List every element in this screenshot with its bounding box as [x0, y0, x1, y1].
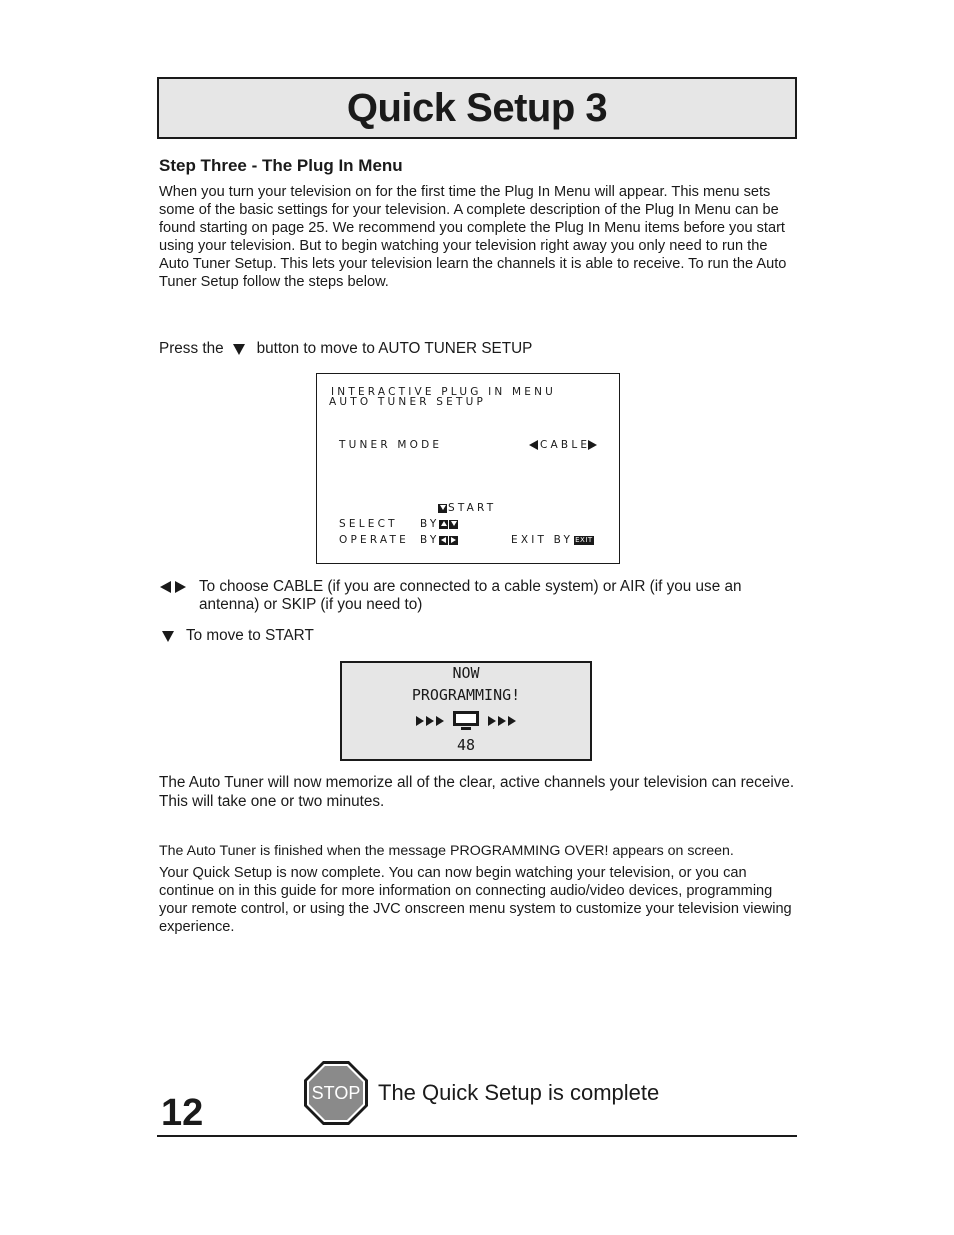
press-text-before: Press the — [159, 340, 224, 357]
title-box — [157, 77, 797, 139]
choose-instruction — [160, 578, 789, 614]
finished-paragraph: The Auto Tuner is finished when the message PROGRAMMING OVER! appears on screen. — [159, 843, 734, 859]
left-key-icon — [439, 536, 448, 545]
footer-rule — [157, 1135, 797, 1137]
section-heading: Step Three - The Plug In Menu — [159, 156, 403, 175]
osd-tuner-value-text: CABLE — [540, 439, 591, 451]
osd-operate-label: OPERATE — [339, 534, 409, 546]
left-arrow-icon — [160, 581, 171, 593]
prog-now: NOW — [452, 664, 480, 682]
right-arrow-icon — [175, 581, 186, 593]
down-arrow-icon — [233, 344, 245, 355]
osd-plug-in-menu — [316, 373, 620, 564]
progress-arrows-right-icon — [488, 716, 516, 726]
right-key-icon — [449, 536, 458, 545]
osd-operate-by-text: BY — [420, 534, 440, 546]
up-key-icon — [439, 520, 448, 529]
stop-sign-icon — [303, 1060, 369, 1126]
intro-paragraph: When you turn your television on for the first time the Plug In Menu will appear. This menu sets some of the basic settings for your television. A complete description of the Plug In Menu can be found starting on page 25. We recommend you complete the Plug In Menu items before you start using your television. But to begin watching your television right away you only need to run the Auto Tuner Setup. This lets your television learn the channels it is able to receive. To run the Auto Tuner Setup follow the steps below. — [159, 184, 787, 290]
prog-progress-row — [342, 710, 590, 732]
prog-channel-number: 48 — [456, 736, 476, 754]
osd-tuner-mode-value — [529, 439, 597, 451]
progress-arrows-left-icon — [416, 716, 444, 726]
exit-key-icon: EXIT — [575, 535, 593, 544]
down-key-icon — [438, 504, 447, 513]
press-text-after: button to move to AUTO TUNER SETUP — [256, 340, 533, 357]
osd-select-by-text: BY — [420, 518, 440, 530]
choose-text: To choose CABLE (if you are connected to a cable system) or AIR (if you use an antenna) or SKIP (if you need to) — [199, 578, 742, 613]
osd-start-item — [438, 502, 496, 514]
osd-operate-row — [339, 534, 409, 546]
osd-exit-label: EXIT BY — [511, 534, 574, 546]
programming-screen — [340, 661, 592, 761]
page-number: 12 — [161, 1092, 204, 1134]
press-instruction — [159, 340, 532, 358]
osd-menu-title: INTERACTIVE PLUG IN MENU — [331, 386, 557, 398]
page-title: Quick Setup 3 — [346, 85, 608, 130]
setup-complete-text: The Quick Setup is complete — [378, 1080, 660, 1105]
down-key-icon — [449, 520, 458, 529]
left-right-arrows — [160, 581, 199, 593]
memorize-paragraph: The Auto Tuner will now memorize all of the clear, active channels your television can receive. This will take one or two minutes. — [159, 774, 795, 810]
prog-programming: PROGRAMMING! — [411, 686, 521, 704]
stop-label: STOP — [311, 1083, 361, 1103]
move-text: To move to START — [186, 627, 314, 644]
osd-select-label: SELECT — [339, 518, 398, 530]
move-instruction — [162, 627, 314, 645]
osd-operate-by — [420, 534, 459, 546]
complete-paragraph: Your Quick Setup is now complete. You can now begin watching your television, or you can continue on in this guide for more information on connecting audio/video devices, programming your remote control, or using the JVC onscreen menu system to customize your television viewing experience. — [159, 865, 792, 935]
left-arrow-icon — [529, 440, 538, 450]
osd-exit-row — [511, 534, 594, 546]
osd-select-by — [420, 518, 459, 530]
right-arrow-icon — [588, 440, 597, 450]
osd-tuner-mode-label: TUNER MODE — [339, 439, 443, 451]
osd-start-label: START — [448, 502, 497, 514]
down-arrow-icon — [162, 631, 174, 642]
tv-icon — [452, 710, 480, 732]
osd-select-row — [339, 518, 398, 530]
osd-menu-subtitle: AUTO TUNER SETUP — [329, 396, 487, 408]
